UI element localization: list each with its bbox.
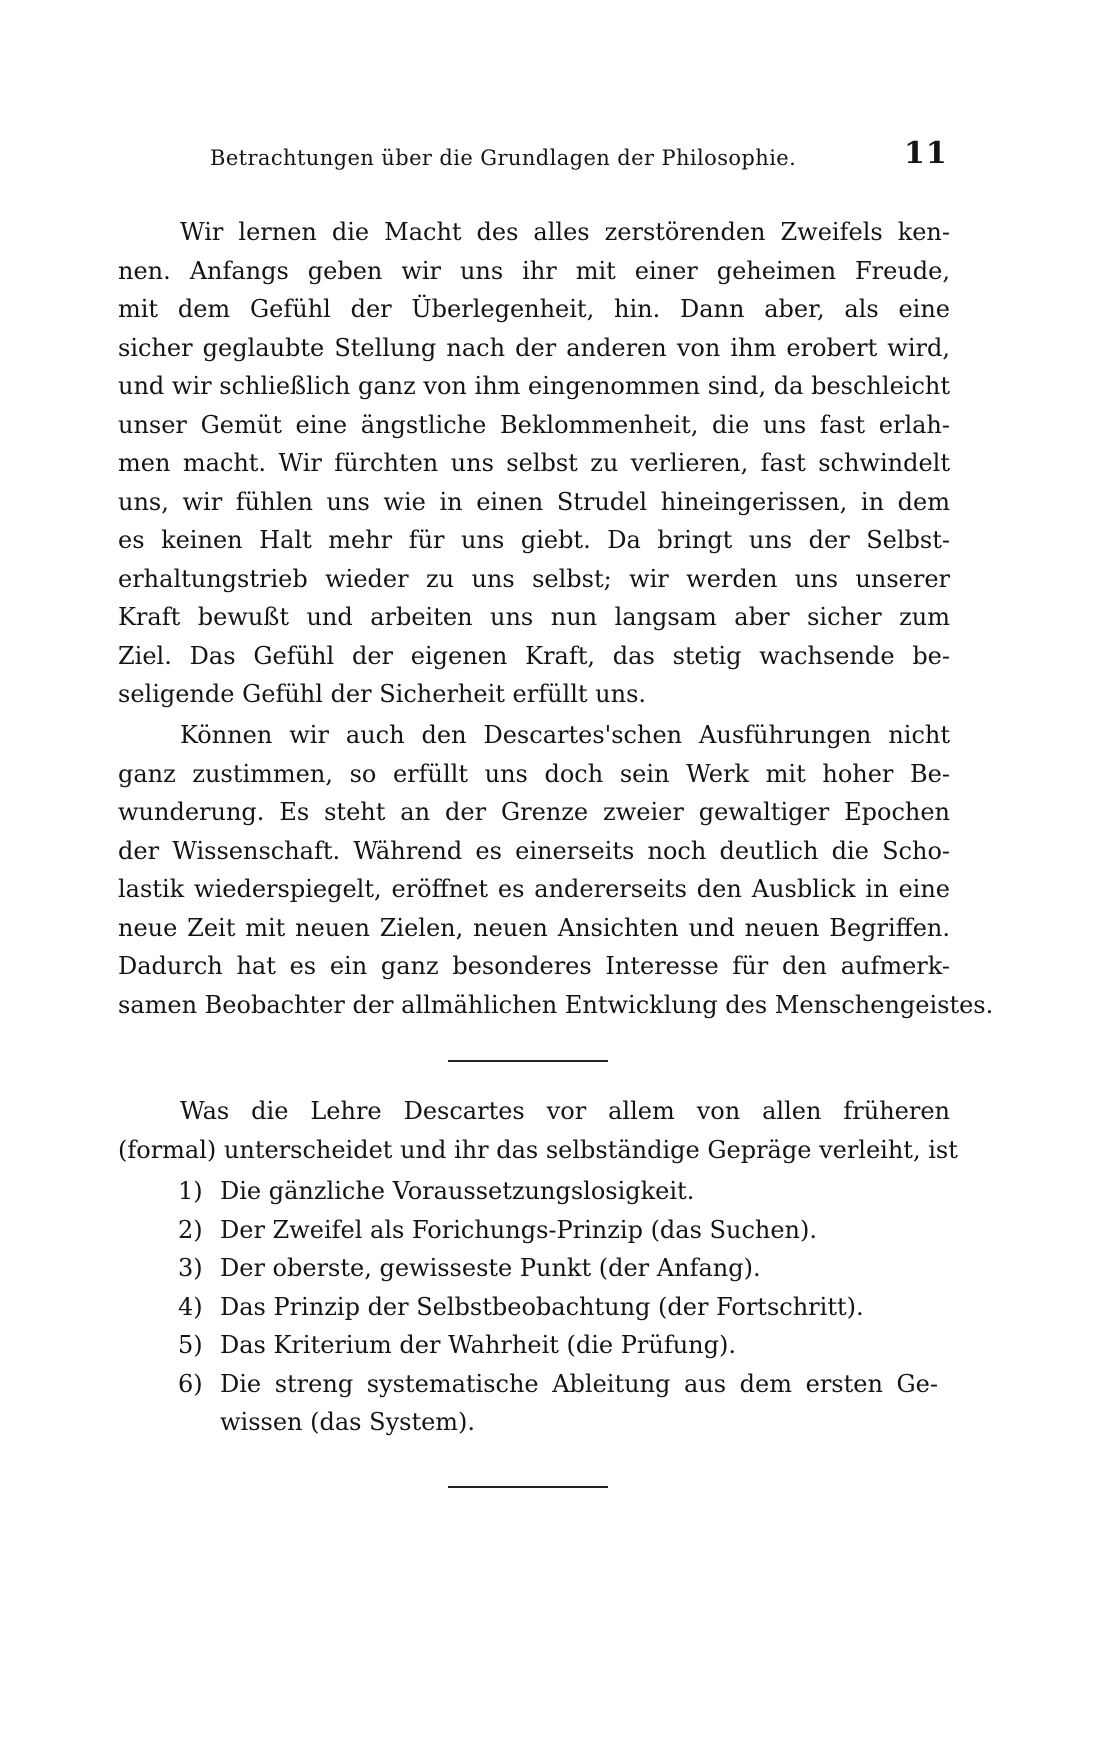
text-line: lastik wiederspiegelt, eröffnet es andererseits den Ausblick in eine (118, 875, 950, 903)
text-line: Wir lernen die Macht des alles zerstörenden Zweifels ken- (180, 218, 950, 246)
text-line: und wir schließlich ganz von ihm eingenommen sind, da beschleicht (118, 372, 950, 400)
list-text: Der Zweifel als Forichungs-Prinzip (das Suchen). (220, 1215, 817, 1244)
text-line: Können wir auch den Descartes'schen Ausführungen nicht (180, 721, 950, 749)
text-line: mit dem Gefühl der Überlegenheit, hin. Dann aber, als eine (118, 295, 950, 323)
list-item (178, 1288, 938, 1327)
list-item (178, 1211, 938, 1250)
list-number: 5) (178, 1331, 203, 1359)
list-text: Das Prinzip der Selbstbeobachtung (der Fortschritt). (220, 1292, 864, 1321)
list-item (178, 1326, 938, 1365)
list-text: Der oberste, gewisseste Punkt (der Anfang). (220, 1254, 761, 1282)
list-item (178, 1365, 938, 1442)
list-number: 2) (178, 1215, 203, 1244)
text-line: erhaltungstrieb wieder zu uns selbst; wir werden uns unserer (118, 564, 950, 593)
list-text: Die streng systematische Ableitung aus dem ersten Ge- (220, 1369, 938, 1398)
text-line: seligende Gefühl der Sicherheit erfüllt uns. (118, 680, 647, 708)
paragraph-doubt (118, 213, 950, 714)
text-line: Kraft bewußt und arbeiten uns nun langsam aber sicher zum (118, 603, 950, 631)
text-line: Was die Lehre Descartes vor allem von allen früheren (180, 1097, 950, 1125)
text-line: (formal) unterscheidet und ihr das selbständige Gepräge verleiht, ist (118, 1135, 958, 1164)
list-text: Das Kriterium der Wahrheit (die Prüfung). (220, 1331, 736, 1359)
text-line: uns, wir fühlen uns wie in einen Strudel hineingerissen, in dem (118, 487, 950, 516)
paragraph-summary-intro (118, 1092, 958, 1169)
text-line: neue Zeit mit neuen Zielen, neuen Ansichten und neuen Begriffen. (118, 913, 950, 942)
text-line: ganz zustimmen, so erfüllt uns doch sein Werk mit hoher Be- (118, 759, 950, 788)
text-line: nen. Anfangs geben wir uns ihr mit einer geheimen Freude, (118, 256, 950, 285)
list-text: Die gänzliche Voraussetzungslosigkeit. (220, 1177, 695, 1205)
text-line: Dadurch hat es ein ganz besonderes Interesse für den aufmerk- (118, 952, 950, 980)
principles-list (178, 1172, 938, 1442)
running-title: Betrachtungen über die Grundlagen der Philosophie. (210, 146, 797, 170)
text-line: samen Beobachter der allmählichen Entwicklung des Menschengeistes. (118, 990, 994, 1019)
list-number: 4) (178, 1292, 203, 1321)
paragraph-descartes-work (118, 716, 994, 1024)
list-item (178, 1249, 938, 1288)
text-line: der Wissenschaft. Während es einerseits noch deutlich die Scho- (118, 836, 950, 865)
list-text: wissen (das System). (220, 1408, 476, 1436)
text-line: men macht. Wir fürchten uns selbst zu verlieren, fast schwindelt (118, 449, 950, 477)
text-line: es keinen Halt mehr für uns giebt. Da bringt uns der Selbst- (118, 526, 950, 554)
text-line: sicher geglaubte Stellung nach der anderen von ihm erobert wird, (118, 333, 950, 362)
text-line: wunderung. Es steht an der Grenze zweier gewaltiger Epochen (118, 798, 950, 826)
section-divider (448, 1060, 608, 1062)
list-item (178, 1172, 938, 1211)
text-line: unser Gemüt eine ängstliche Beklommenheit, die uns fast erlah- (118, 410, 950, 439)
list-number: 1) (178, 1177, 203, 1205)
text-line: Ziel. Das Gefühl der eigenen Kraft, das stetig wachsende be- (118, 641, 950, 670)
page-number: 11 (904, 136, 948, 171)
list-number: 3) (178, 1254, 203, 1282)
list-number: 6) (178, 1369, 203, 1398)
end-divider (448, 1486, 608, 1488)
